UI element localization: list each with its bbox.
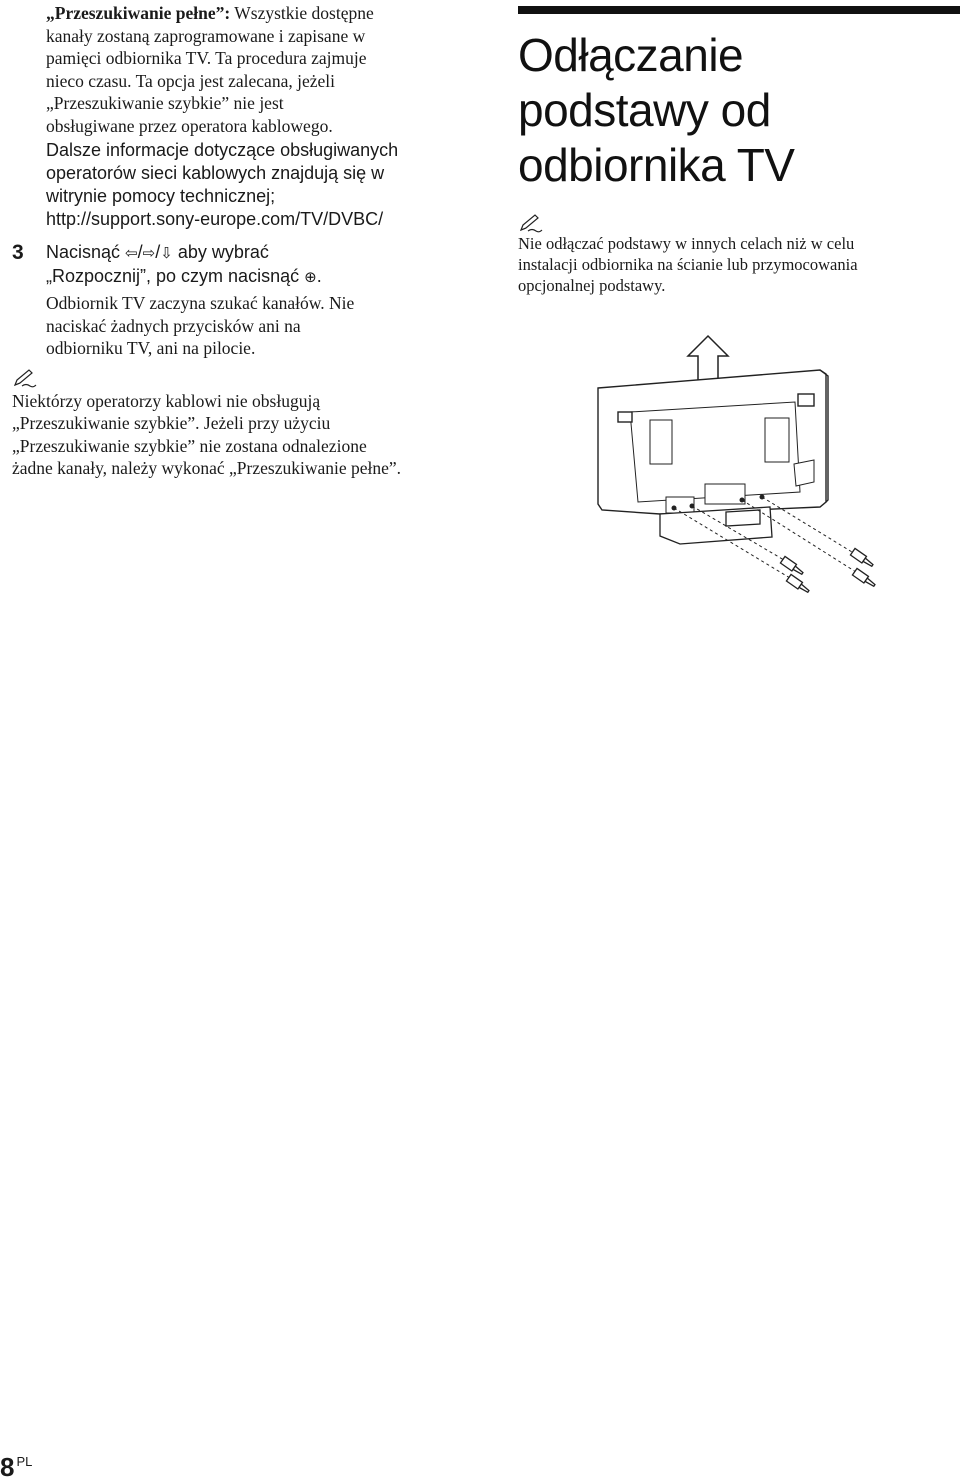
- text-line: odbiorniku TV, ani na pilocie.: [46, 338, 256, 358]
- text-line: „Przeszukiwanie szybkie” nie zostana odnalezione: [12, 435, 367, 456]
- arrow-right-icon: ⇨: [142, 244, 156, 262]
- full-search-description: [12, 2, 482, 137]
- quick-search-note: [12, 390, 482, 480]
- step-3-instruction-line-2: „Rozpocznij”, po czym nacisnąć ⊕.: [46, 266, 322, 286]
- text-line: instalacji odbiornika na ścianie lub przymocowania: [518, 255, 858, 274]
- text-line: Niektórzy operatorzy kablowi nie obsługują: [12, 390, 321, 411]
- title-line: Odłączanie: [518, 29, 744, 81]
- text-line: operatorów sieci kablowych znajdują się w: [46, 163, 385, 183]
- page-footer: [0, 1452, 32, 1483]
- support-url[interactable]: http://support.sony-europe.com/TV/DVBC/: [46, 209, 384, 229]
- text-line: nieco czasu. Ta opcja jest zalecana, jeżeli: [46, 70, 335, 91]
- page-number: 8: [0, 1452, 15, 1482]
- left-column: [12, 0, 482, 480]
- tv-back-panel: [598, 370, 828, 514]
- text-line: żadne kanały, należy wykonać „Przeszukiwanie pełne”.: [12, 458, 402, 478]
- text-line: Odbiornik TV zaczyna szukać kanałów. Nie: [46, 293, 355, 313]
- right-column: [518, 0, 960, 296]
- support-info: [12, 139, 482, 231]
- text-line: „Przeszukiwanie szybkie” nie jest: [46, 93, 284, 113]
- text-line: pamięci odbiornika TV. Ta procedura zajmuje: [46, 48, 367, 68]
- text-line: naciskać żadnych przycisków ani na: [46, 315, 301, 336]
- arrow-left-icon: ⇦: [125, 244, 138, 262]
- step-3-instruction-line-1: Nacisnąć ⇦/⇨/⇩ aby wybrać: [46, 242, 269, 262]
- section-title: [518, 28, 960, 193]
- lift-arrow-icon: [688, 336, 728, 382]
- screw-icon: [780, 548, 876, 594]
- text-line: „Przeszukiwanie szybkie”. Jeżeli przy użyciu: [12, 413, 331, 433]
- text-line: witrynie pomocy technicznej;: [46, 186, 276, 206]
- step-3-body: [12, 241, 482, 360]
- tv-stand-removal-illustration: [590, 332, 890, 602]
- section-rule: [518, 6, 960, 14]
- arrow-down-icon: ⇩: [160, 244, 173, 262]
- step-3-details: [46, 292, 482, 360]
- stand-note: [518, 233, 960, 296]
- pencil-note-icon: [12, 368, 38, 388]
- page-language: PL: [16, 1454, 33, 1469]
- title-line: podstawy od: [518, 84, 771, 136]
- pencil-note-icon: [518, 213, 544, 233]
- full-search-term: „Przeszukiwanie pełne”:: [46, 3, 231, 23]
- step-number: 3: [12, 241, 24, 264]
- stand-base: [660, 507, 772, 544]
- text-line: opcjonalnej podstawy.: [518, 276, 666, 295]
- text-line: kanały zostaną zaprogramowane i zapisane w: [46, 25, 366, 46]
- full-search-line-1: „Przeszukiwanie pełne”: Wszystkie dostępne: [46, 3, 374, 23]
- text-line: obsługiwane przez operatora kablowego.: [46, 115, 333, 136]
- step-3: [12, 241, 482, 360]
- text-line: Dalsze informacje dotyczące obsługiwanych: [46, 140, 399, 160]
- title-line: odbiornika TV: [518, 139, 795, 191]
- text-line: Nie odłączać podstawy w innych celach niż w celu: [518, 234, 855, 253]
- ok-button-icon: ⊕: [304, 268, 317, 286]
